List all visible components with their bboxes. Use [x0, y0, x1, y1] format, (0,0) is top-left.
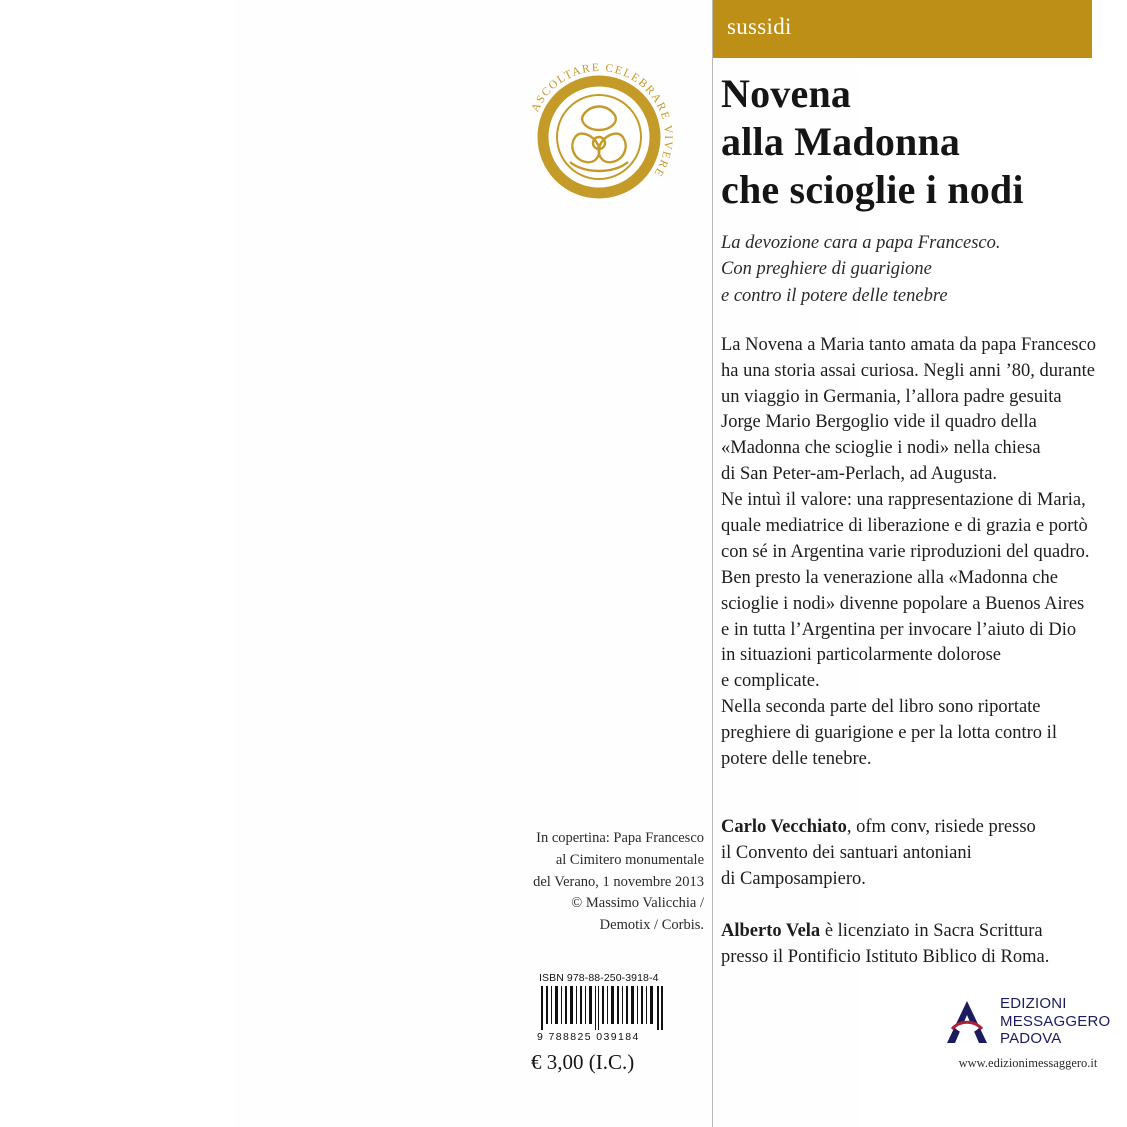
blurb-line: Ne intuì il valore: una rappresentazione di Maria,: [721, 490, 1086, 511]
author-bio: [721, 815, 1101, 893]
collection-seal-icon: [514, 52, 684, 222]
blurb-line: quale mediatrice di liberazione e di grazia e portò: [721, 516, 1088, 537]
book-title: [721, 70, 1101, 214]
title-line: Novena: [721, 71, 852, 116]
publisher-line: PADOVA: [1000, 1030, 1062, 1048]
author-bio-text: di Camposampiero.: [721, 868, 866, 889]
blurb-line: con sé in Argentina varie riproduzioni del quadro.: [721, 541, 1090, 562]
subtitle-line: La devozione cara a papa Francesco.: [721, 233, 1001, 253]
author-bio-first-line: [721, 815, 1101, 841]
cover-photo-credits: [512, 828, 704, 937]
blurb-line: di San Peter-am-Perlach, ad Augusta.: [721, 464, 998, 485]
author-bio-text: presso il Pontificio Istituto Biblico di Roma.: [721, 946, 1050, 967]
blurb-line: un viaggio in Germania, l’allora padre gesuita: [721, 386, 1062, 407]
barcode-digits: 9 788825 039184: [537, 1031, 640, 1043]
credit-line: In copertina: Papa Francesco: [536, 830, 704, 846]
author-name: Carlo Vecchiato: [721, 816, 847, 837]
isbn-label: ISBN 978-88-250-3918-4: [539, 972, 659, 984]
main-text-column: [721, 70, 1101, 996]
publisher-logo-icon: [944, 998, 990, 1046]
author-bio: [721, 919, 1101, 971]
title-line: alla Madonna: [721, 119, 961, 164]
svg-text:ASCOLTARE CELEBRARE VIVERE: ASCOLTARE CELEBRARE VIVERE: [529, 61, 675, 180]
blurb-line: Nella seconda parte del libro sono riportate: [721, 697, 1041, 718]
credit-line: al Cimitero monumentale: [555, 851, 704, 868]
blurb-line: ha una storia assai curiosa. Negli anni ’80, durante: [721, 360, 1095, 381]
barcode-block: [537, 972, 665, 1043]
author-bio-text: il Convento dei santuari antoniani: [721, 842, 972, 863]
author-bio-first-line: [721, 919, 1101, 945]
column-divider: [712, 0, 713, 1127]
barcode-bars: [537, 986, 665, 1030]
author-bio-text: , ofm conv, risiede presso: [846, 816, 1036, 837]
author-name: Alberto Vela: [721, 920, 821, 941]
blurb-line: preghiere di guarigione e per la lotta contro il: [721, 723, 1057, 744]
author-bios: [721, 815, 1101, 970]
publisher-block: [944, 995, 1114, 1071]
publisher-line: EDIZIONI: [1000, 995, 1067, 1012]
blurb-line: La Novena a Maria tanto amata da papa Francesco: [721, 334, 1096, 355]
publisher-name: [1000, 995, 1110, 1048]
subtitle-line: e contro il potere delle tenebre: [721, 285, 948, 306]
credit-line: Demotix / Corbis.: [599, 917, 704, 933]
price-label: € 3,00 (I.C.): [531, 1050, 635, 1074]
cover-sheet: [234, 0, 1111, 1127]
publisher-url[interactable]: www.edizionimessaggero.it: [958, 1056, 1098, 1071]
credit-line: del Verano, 1 novembre 2013: [533, 873, 704, 890]
blurb-line: Ben presto la venerazione alla «Madonna che: [721, 567, 1058, 588]
blurb-line: «Madonna che scioglie i nodi» nella chiesa: [721, 438, 1041, 459]
blurb-line: in situazioni particolarmente dolorose: [721, 645, 1001, 666]
credit-line: © Massimo Valicchia /: [571, 895, 704, 912]
blurb-line: Jorge Mario Bergoglio vide il quadro della: [721, 412, 1037, 433]
blurb-line: potere delle tenebre.: [721, 749, 872, 770]
series-label: sussidi: [727, 14, 792, 39]
blurb-line: e complicate.: [721, 671, 820, 692]
book-subtitle: [721, 230, 1101, 309]
title-line: che scioglie i nodi: [721, 167, 1024, 212]
author-bio-text: è licenziato in Sacra Scrittura: [820, 920, 1043, 941]
blurb-line: scioglie i nodi» divenne popolare a Buenos Aires: [721, 593, 1085, 614]
series-band: [713, 0, 1092, 58]
publisher-line: MESSAGGERO: [1000, 1012, 1111, 1030]
book-blurb: [721, 333, 1101, 773]
blurb-line: e in tutta l’Argentina per invocare l’aiuto di Dio: [721, 619, 1077, 640]
subtitle-line: Con preghiere di guarigione: [721, 259, 932, 280]
